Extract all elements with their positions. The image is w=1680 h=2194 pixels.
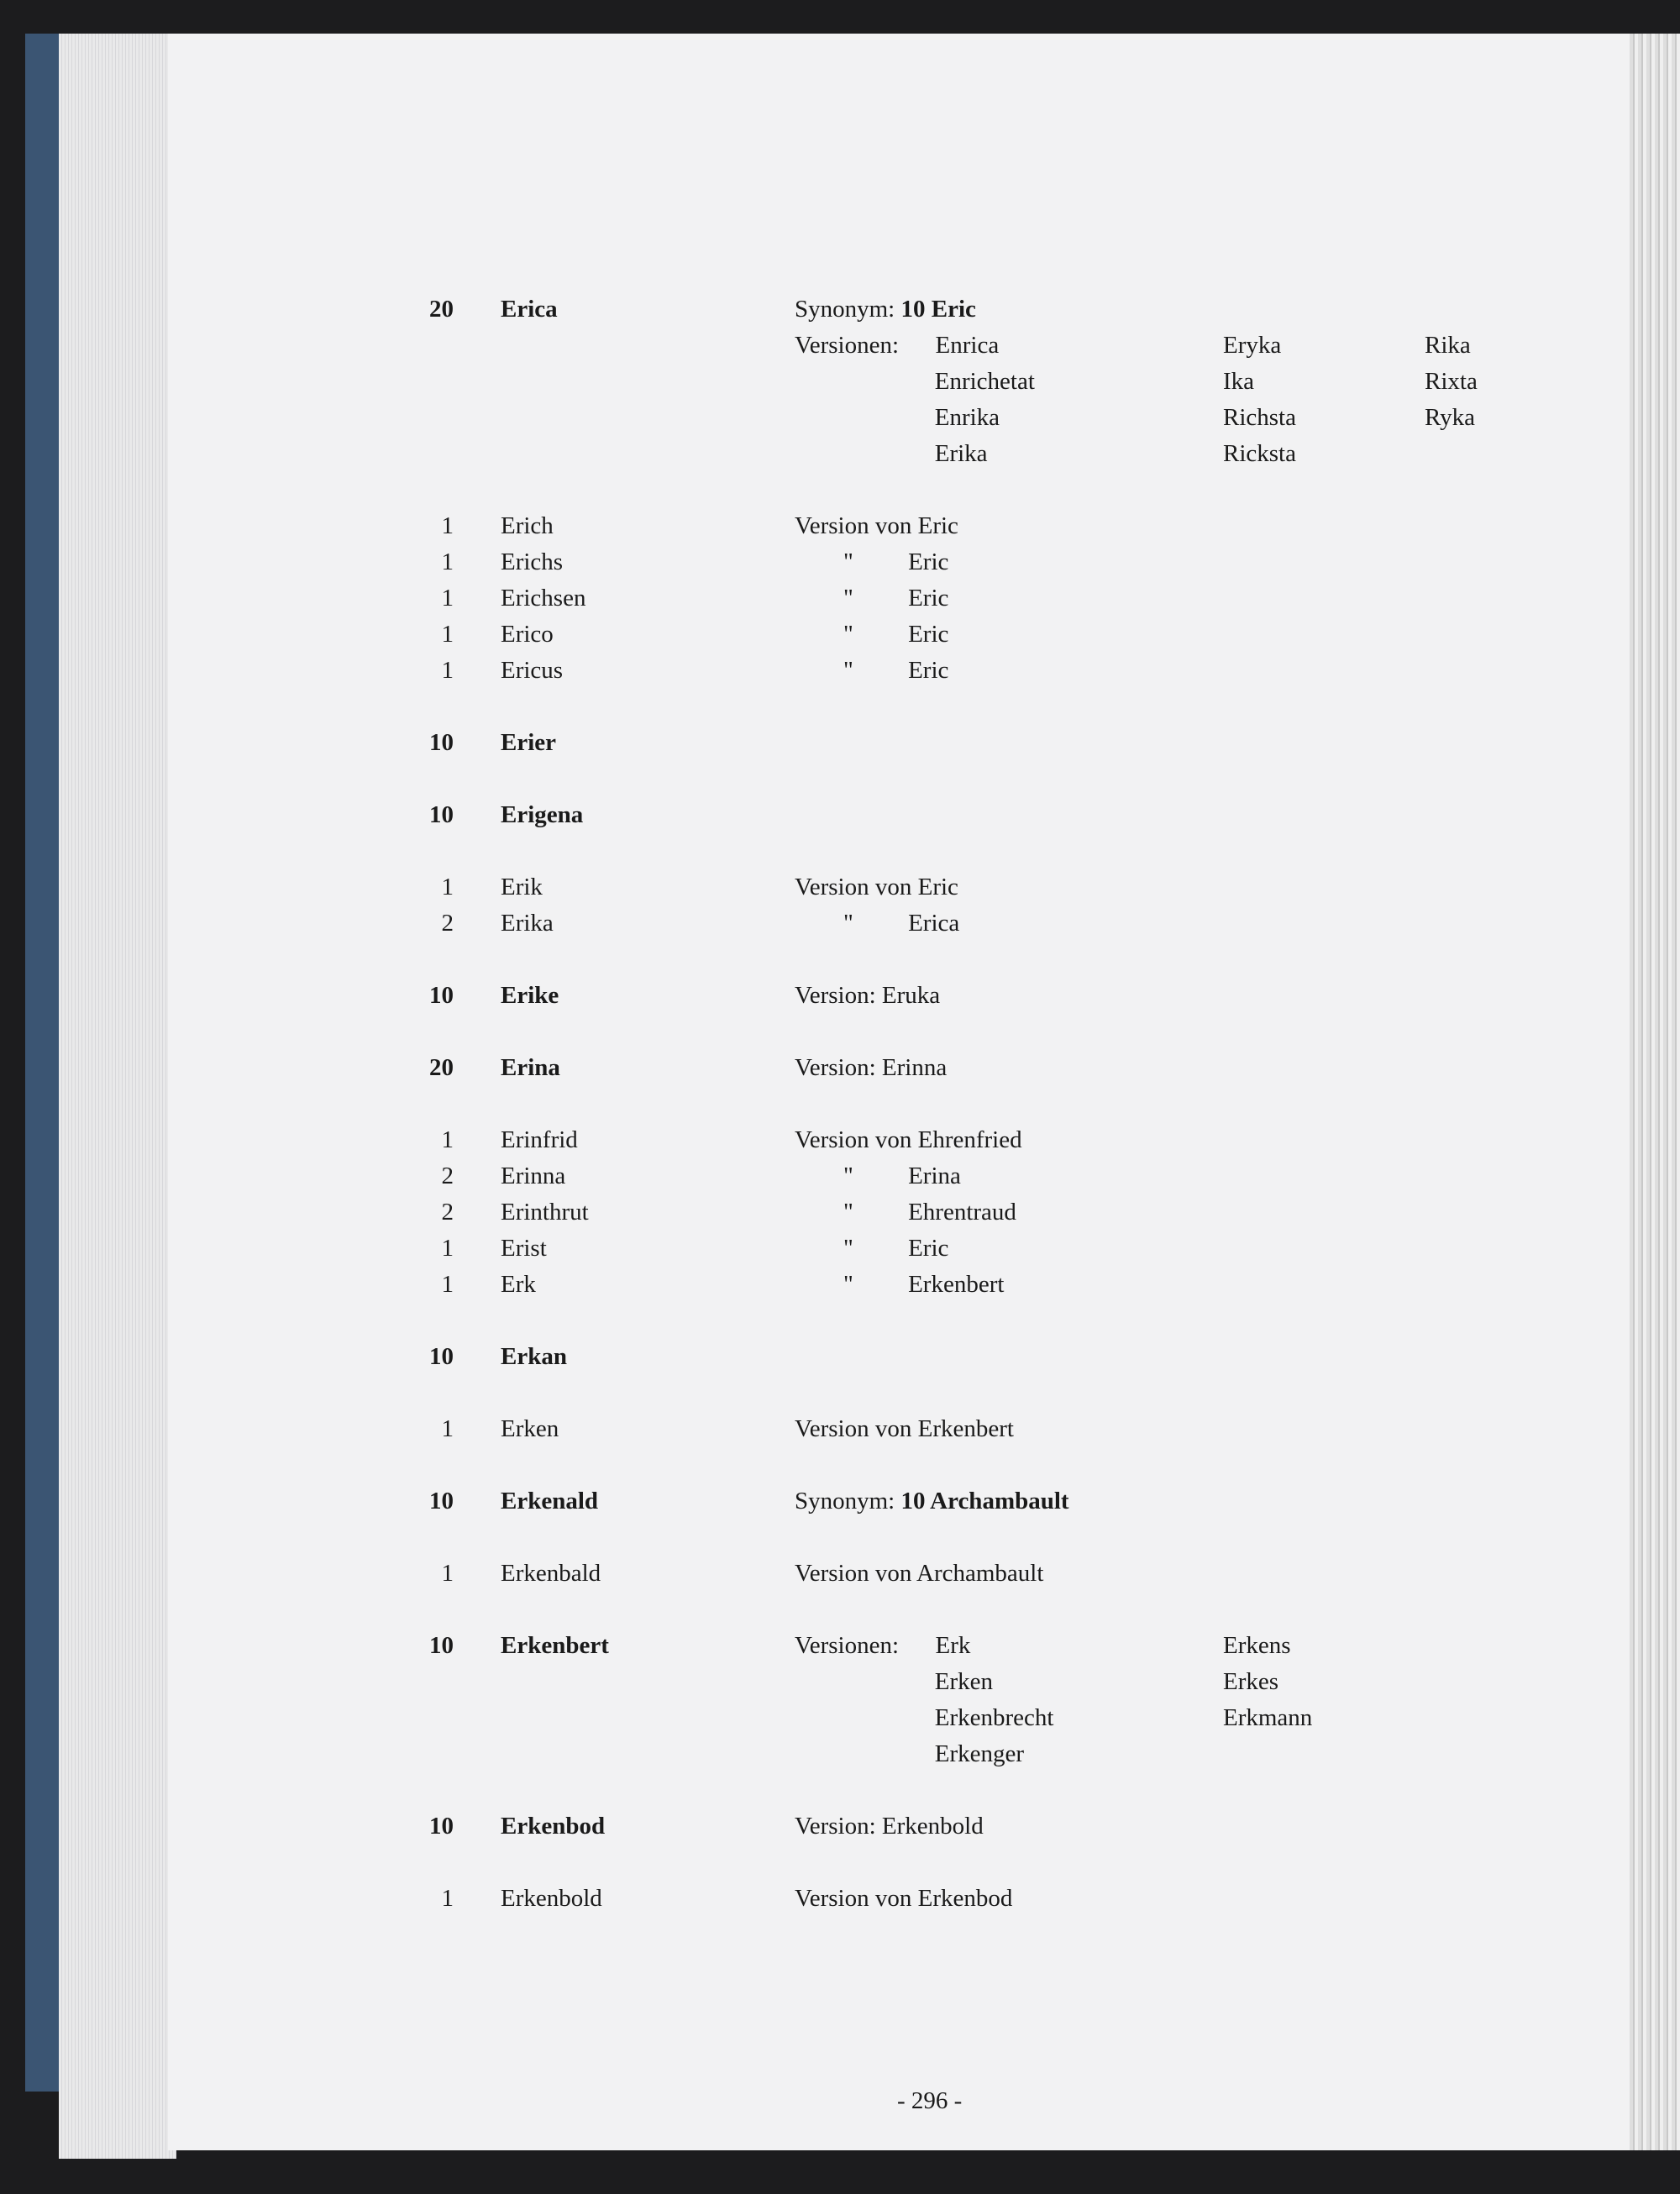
entry-ref: " Ehrentraud: [795, 1199, 1016, 1226]
entry-num: 1: [441, 1126, 454, 1153]
entry-name: Erkenbert: [501, 1632, 609, 1659]
entry-row: [0, 980, 1680, 1017]
entry-name: Ericus: [501, 657, 564, 684]
entry-ref: " Erina: [795, 1163, 961, 1189]
entry-row: [0, 511, 1680, 548]
entry-ref: " Eric: [795, 548, 949, 575]
entry-row: [0, 583, 1680, 620]
entry-ref: Erika: [795, 440, 988, 467]
entry-num: 1: [441, 1271, 454, 1298]
entry-name: Erico: [501, 621, 554, 648]
entry-ref: Enrichetat: [795, 368, 1035, 395]
entry-row: [0, 402, 1680, 439]
entry-ref: " Eric: [795, 585, 949, 611]
entry-num: 10: [429, 1813, 454, 1840]
entry-row: [0, 330, 1680, 367]
entry-name: Erkenald: [501, 1488, 599, 1514]
entry-ref: " Erkenbert: [795, 1271, 1005, 1298]
entry-ref: Version: Erkenbold: [795, 1813, 984, 1840]
entry-ref: Erkenger: [795, 1740, 1025, 1767]
entry-name: Erika: [501, 910, 554, 937]
entry-num: 10: [429, 982, 454, 1009]
entry-num: 1: [441, 1235, 454, 1262]
entry-row: [0, 727, 1680, 764]
entry-ref: Version von Ehrenfried: [795, 1126, 1022, 1153]
entry-num: 1: [441, 657, 454, 684]
entry-alt: Ika: [1223, 368, 1255, 395]
entry-ref: Version von Erkenbert: [795, 1415, 1014, 1442]
entry-num: 1: [441, 1560, 454, 1587]
entry-name: Erk: [501, 1271, 536, 1298]
entry-name: Erina: [501, 1054, 560, 1081]
entry-ref: Version von Archambault: [795, 1560, 1044, 1587]
entry-ref: Synonym: 10 Archambault: [795, 1488, 1069, 1514]
entry-row: [0, 1125, 1680, 1162]
entry-alt: Eryka: [1223, 332, 1282, 359]
entry-alt: Richsta: [1223, 404, 1296, 431]
entry-ref: Enrika: [795, 404, 1000, 431]
entry-num: 10: [429, 1343, 454, 1370]
entry-row: [0, 1341, 1680, 1378]
entry-name: Erist: [501, 1235, 547, 1262]
entry-ref: Erkenbrecht: [795, 1704, 1054, 1731]
entry-name: Erkenbod: [501, 1813, 606, 1840]
entry-num: 1: [441, 1885, 454, 1912]
entry-num: 10: [429, 729, 454, 756]
entry-num: 2: [441, 910, 454, 937]
entry-num: 1: [441, 585, 454, 611]
page-number: - 296 -: [897, 2087, 963, 2114]
entry-ref: " Eric: [795, 657, 949, 684]
entry-alt: Ricksta: [1223, 440, 1296, 467]
entry-name: Erinthrut: [501, 1199, 589, 1226]
entry-name: Erkan: [501, 1343, 567, 1370]
entry-num: 20: [429, 296, 454, 323]
entry-name: Erich: [501, 512, 554, 539]
entry-name: Erkenbold: [501, 1885, 602, 1912]
entry-ref: Erken: [795, 1668, 993, 1695]
entry-row: [0, 547, 1680, 584]
entry-name: Erinfrid: [501, 1126, 578, 1153]
entry-row: [0, 1197, 1680, 1234]
entry-name: Erinna: [501, 1163, 566, 1189]
entry-alt2: Rika: [1425, 332, 1471, 359]
entry-num: 10: [429, 1632, 454, 1659]
entry-alt: Erkmann: [1223, 1704, 1313, 1731]
entry-row: [0, 1052, 1680, 1089]
entry-ref: " Erica: [795, 910, 960, 937]
entry-num: 2: [441, 1199, 454, 1226]
entry-ref: " Eric: [795, 1235, 949, 1262]
entry-row: [0, 1703, 1680, 1740]
entry-name: Erken: [501, 1415, 559, 1442]
entry-name: Erike: [501, 982, 559, 1009]
entry-ref: Versionen: Enrica: [795, 332, 1000, 359]
entry-ref: Version von Erkenbod: [795, 1885, 1013, 1912]
entry-alt: Erkens: [1223, 1632, 1291, 1659]
entry-name: Erichsen: [501, 585, 586, 611]
entry-ref: " Eric: [795, 621, 949, 648]
entry-name: Erichs: [501, 548, 564, 575]
entry-ref: Version von Eric: [795, 512, 958, 539]
entry-num: 1: [441, 1415, 454, 1442]
entry-num: 20: [429, 1054, 454, 1081]
entry-row: [0, 1739, 1680, 1776]
entry-alt: Erkes: [1223, 1668, 1279, 1695]
entry-ref: Versionen: Erk: [795, 1632, 971, 1659]
entry-row: [0, 366, 1680, 403]
entry-row: [0, 1883, 1680, 1920]
entry-ref: Version: Eruka: [795, 982, 941, 1009]
entry-name: Erik: [501, 874, 543, 900]
entry-row: [0, 908, 1680, 945]
entry-alt2: Ryka: [1425, 404, 1476, 431]
entry-num: 1: [441, 512, 454, 539]
entry-ref: Version von Eric: [795, 874, 958, 900]
entry-row: [0, 1269, 1680, 1306]
entry-row: [0, 438, 1680, 475]
entry-row: [0, 1414, 1680, 1451]
entry-row: [0, 1630, 1680, 1667]
entry-row: [0, 1558, 1680, 1595]
entry-row: [0, 800, 1680, 837]
entry-name: Erigena: [501, 801, 584, 828]
entry-row: [0, 619, 1680, 656]
entry-row: [0, 1486, 1680, 1523]
entry-name: Erica: [501, 296, 558, 323]
entry-ref: Version: Erinna: [795, 1054, 948, 1081]
entry-row: [0, 294, 1680, 331]
entry-name: Erier: [501, 729, 557, 756]
entry-row: [0, 1811, 1680, 1848]
entry-ref: Synonym: 10 Eric: [795, 296, 976, 323]
entry-num: 1: [441, 874, 454, 900]
entry-row: [0, 1161, 1680, 1198]
entry-num: 10: [429, 1488, 454, 1514]
entry-row: [0, 655, 1680, 692]
entry-num: 2: [441, 1163, 454, 1189]
entry-num: 10: [429, 801, 454, 828]
entry-num: 1: [441, 621, 454, 648]
entry-num: 1: [441, 548, 454, 575]
entry-row: [0, 1233, 1680, 1270]
entry-name: Erkenbald: [501, 1560, 601, 1587]
entry-alt2: Rixta: [1425, 368, 1478, 395]
entry-row: [0, 1666, 1680, 1703]
entry-row: [0, 872, 1680, 909]
